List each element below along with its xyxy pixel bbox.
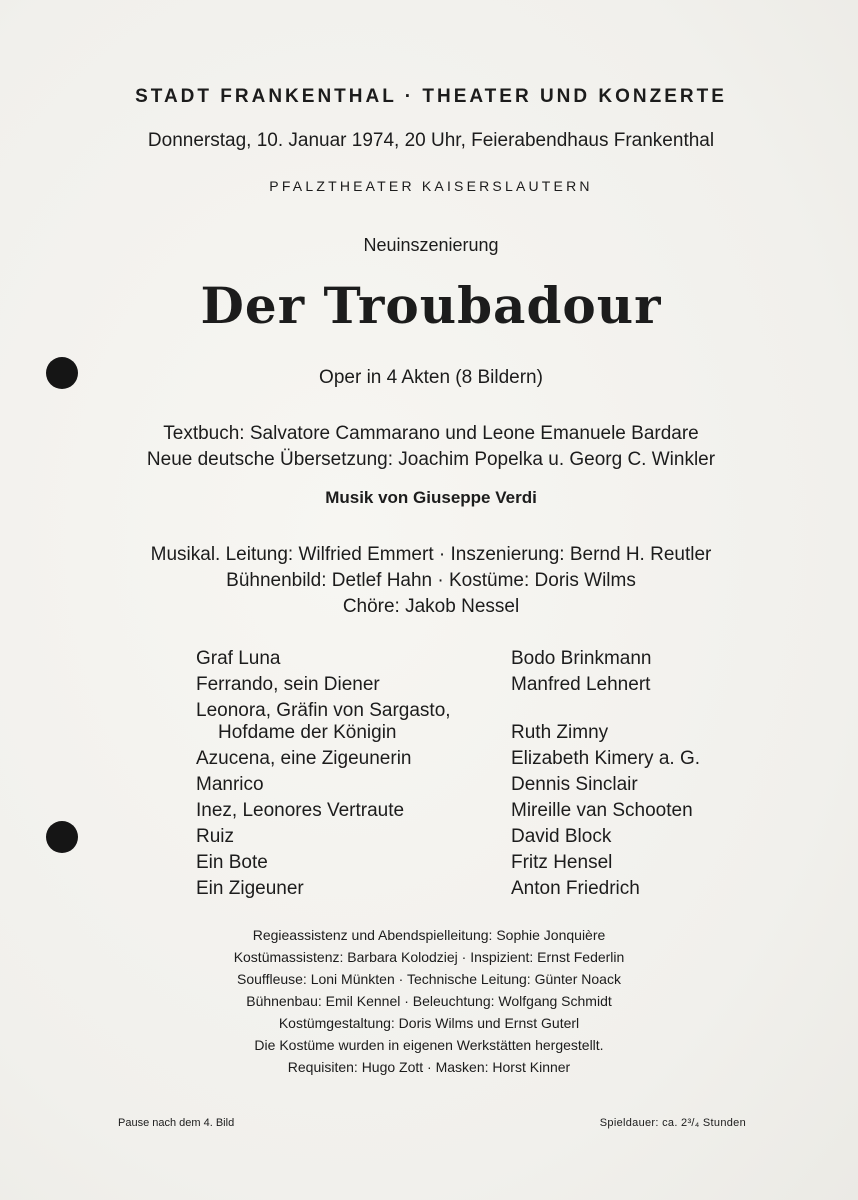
cast-role: Ferrando, sein Diener <box>196 674 380 695</box>
cast-actor: Manfred Lehnert <box>511 674 651 695</box>
production-credit-2: Bühnenbild: Detlef Hahn · Kostüme: Doris Wilms <box>226 570 636 591</box>
cast-actor: David Block <box>511 826 612 847</box>
company-name: PFALZTHEATER KAISERSLAUTERN <box>269 178 593 194</box>
cast-role: Manrico <box>196 774 264 795</box>
opera-title: Der Troubadour <box>200 276 662 335</box>
date-line: Donnerstag, 10. Januar 1974, 20 Uhr, Feierabendhaus Frankenthal <box>147 130 715 151</box>
cast-actor: Dennis Sinclair <box>511 774 638 795</box>
cast-role: Leonora, Gräfin von Sargasto, <box>196 700 451 721</box>
production-type: Neuinszenierung <box>363 235 499 255</box>
opera-subtitle: Oper in 4 Akten (8 Bildern) <box>319 367 543 388</box>
cast-actor: Mireille van Schooten <box>511 800 693 821</box>
production-credit-1: Musikal. Leitung: Wilfried Emmert · Inszenierung: Bernd H. Reutler <box>150 544 712 565</box>
cast-role: Hofdame der Königin <box>218 722 397 743</box>
cast-actor: Anton Friedrich <box>511 878 640 899</box>
staff-line: Die Kostüme wurden in eigenen Werkstätten hergestellt. <box>254 1037 604 1053</box>
header-title: STADT FRANKENTHAL · THEATER UND KONZERTE <box>135 86 727 107</box>
composer-credit: Musik von Giuseppe Verdi <box>325 488 537 507</box>
cast-role: Inez, Leonores Vertraute <box>196 800 405 821</box>
staff-line: Requisiten: Hugo Zott · Masken: Horst Kinner <box>287 1059 571 1075</box>
cast-role: Ein Bote <box>196 852 268 873</box>
punch-hole-bottom <box>46 821 78 853</box>
cast-actor: Bodo Brinkmann <box>511 648 652 669</box>
staff-line: Kostümassistenz: Barbara Kolodziej · Inspizient: Ernst Federlin <box>233 949 625 965</box>
cast-actor: Elizabeth Kimery a. G. <box>511 748 701 769</box>
duration-note: Spieldauer: ca. 2³/₄ Stunden <box>599 1117 746 1129</box>
libretto-credit: Textbuch: Salvatore Cammarano und Leone Emanuele Bardare <box>163 423 699 444</box>
translation-credit: Neue deutsche Übersetzung: Joachim Popelka u. Georg C. Winkler <box>146 449 716 470</box>
cast-role: Ein Zigeuner <box>196 878 304 899</box>
production-credit-3: Chöre: Jakob Nessel <box>342 596 520 617</box>
cast-role: Graf Luna <box>196 648 281 669</box>
intermission-note: Pause nach dem 4. Bild <box>118 1117 235 1129</box>
cast-actor: Ruth Zimny <box>511 722 609 743</box>
staff-line: Souffleuse: Loni Münkten · Technische Leitung: Günter Noack <box>237 971 621 987</box>
cast-role: Azucena, eine Zigeunerin <box>196 748 412 769</box>
staff-line: Regieassistenz und Abendspielleitung: Sophie Jonquière <box>252 927 606 943</box>
staff-line: Kostümgestaltung: Doris Wilms und Ernst Guterl <box>278 1015 580 1031</box>
cast-actor: Fritz Hensel <box>511 852 613 873</box>
cast-role: Ruiz <box>196 826 235 847</box>
staff-line: Bühnenbau: Emil Kennel · Beleuchtung: Wolfgang Schmidt <box>246 993 612 1009</box>
